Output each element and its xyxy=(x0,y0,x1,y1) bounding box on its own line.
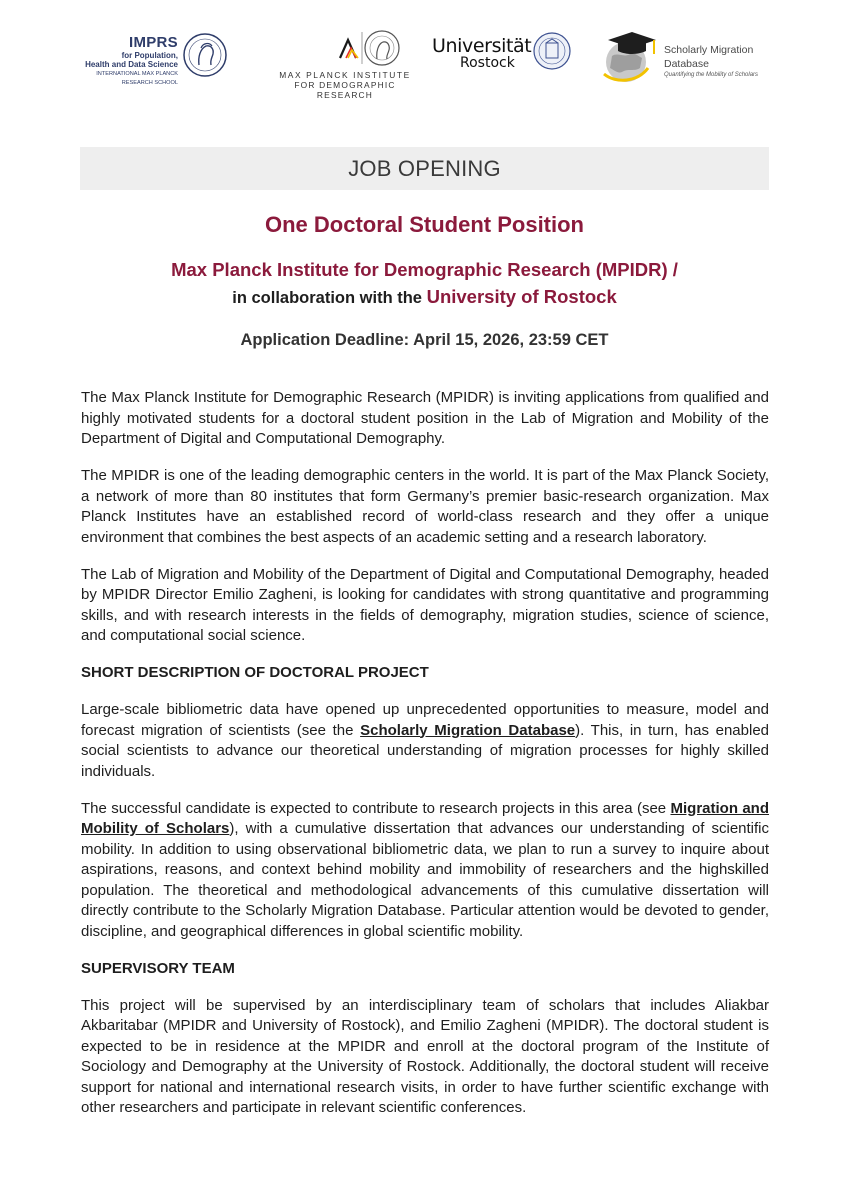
job-opening-banner: JOB OPENING xyxy=(80,147,769,190)
institute-line: Max Planck Institute for Demographic Research (MPIDR) / xyxy=(171,259,678,280)
application-deadline: Application Deadline: April 15, 2026, 23:59 CET xyxy=(240,331,609,349)
project-p1-text-b: ). This, in turn, has enabled social scientists to advance our theoretical understanding of migration processes for highly skilled individuals. xyxy=(81,721,770,780)
mpidr-logo xyxy=(270,28,420,100)
collaboration-line xyxy=(0,286,849,308)
imprs-line4: RESEARCH SCHOOL xyxy=(121,79,178,86)
rostock-word2: Rostock xyxy=(460,55,515,71)
rostock-word1: Universität xyxy=(432,35,532,57)
intro-paragraph: The Max Planck Institute for Demographic Research (MPIDR) is inviting applications from qualified and highly motivated students for a doctoral student position in the Lab of Migration and Mobility of the Department of Digital and Computational Demography. xyxy=(81,389,769,447)
rostock-seal-icon xyxy=(532,31,572,71)
mpg-minerva-icon xyxy=(338,28,402,68)
smd-name-line1: Scholarly Migration xyxy=(664,44,754,56)
smd-name-line2: Database xyxy=(664,58,709,70)
mpidr-name-line1: MAX PLANCK INSTITUTE xyxy=(279,70,411,80)
project-heading: SHORT DESCRIPTION OF DOCTORAL PROJECT xyxy=(81,664,429,681)
project-paragraph-2 xyxy=(81,799,769,943)
smd-tagline: Quantifying the Mobility of Scholars xyxy=(664,72,759,78)
mpidr-name-line2: FOR DEMOGRAPHIC RESEARCH xyxy=(294,80,396,100)
collaboration-university: University of Rostock xyxy=(426,286,617,307)
project-p2-text-a: The successful candidate is expected to contribute to research projects in this area (see xyxy=(81,799,671,817)
graduation-globe-icon xyxy=(598,28,660,86)
scholarly-migration-database-link[interactable]: Scholarly Migration Database xyxy=(360,721,576,739)
project-p2-text-b: ), with a cumulative dissertation that advances our understanding of scientific mobility. In addition to using observational bibliometric data, we plan to run a survey to inquire about aspirations, reasons, and context behind mobility and immobility of researchers and the highskilled population. The theoretical and methodological advancements of this cumulative dissertation will directly contribute to the Scholarly Migration Database. Particular attention would be devoted to gender, discipline, and geographical differences in global scientific mobility. xyxy=(81,820,769,940)
imprs-name: IMPRS xyxy=(128,34,178,51)
mpidr-paragraph: The MPIDR is one of the leading demographic centers in the world. It is part of the Max Planck Society, a network of more than 80 institutes that form Germany’s premier basic-research organization. Max Planck Institutes have an established record of world-class research and they offer a unique environment that combines the best aspects of an academic setting and a research laboratory. xyxy=(81,467,769,546)
imprs-line2: Health and Data Science xyxy=(85,60,178,69)
migration-mobility-scholars-link[interactable]: Migration and Mobility of Scholars xyxy=(81,799,770,837)
team-heading: SUPERVISORY TEAM xyxy=(81,959,235,977)
minerva-seal-icon xyxy=(182,32,228,78)
team-paragraph: This project will be supervised by an interdisciplinary team of scholars that includes Aliakbar Akbaritabar (MPIDR and University of Rostock), and Emilio Zagheni (MPIDR). The doctoral student is expected to be in residence at the MPIDR and enroll at the doctoral program of the Institute of Sociology and Demography at the University of Rostock. Additionally, the doctoral student will receive support for national and international research visits, in order to have further scientific exchange with other researchers and participate in relevant scientific conferences. xyxy=(81,996,769,1116)
collaboration-prefix: in collaboration with the xyxy=(232,289,427,307)
imprs-line3: INTERNATIONAL MAX PLANCK xyxy=(96,71,178,77)
project-paragraph-1 xyxy=(81,700,769,782)
rostock-logo xyxy=(432,28,572,78)
lab-paragraph: The Lab of Migration and Mobility of the Department of Digital and Computational Demography, headed by MPIDR Director Emilio Zagheni, is looking for candidates with strong quantitative and programming skills, and with research interests in the fields of demography, migration studies, science of science, and computational social science. xyxy=(81,565,769,644)
smd-logo xyxy=(598,28,768,88)
position-title: One Doctoral Student Position xyxy=(264,212,584,237)
imprs-line1: for Population, xyxy=(121,51,178,60)
imprs-logo xyxy=(85,30,228,94)
project-p1-text-a: Large-scale bibliometric data have opened up unprecedented opportunities to measure, model and forecast migration of scientists (see the xyxy=(81,701,769,739)
job-description xyxy=(81,388,769,1135)
